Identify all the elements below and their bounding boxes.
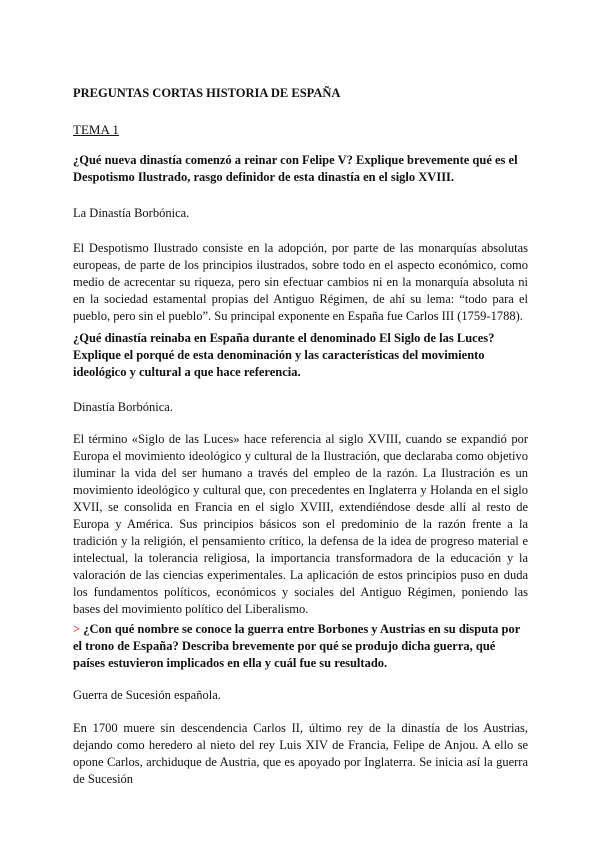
question-3 <box>73 621 528 672</box>
answer-3-body: En 1700 muere sin descendencia Carlos II, último rey de la dinastía de los Austrias, dejando como heredero al nieto del rey Luis XIV de Francia, Felipe de Anjou. A ello se opone Carlos, archiduque de Austria, que es apoyado por Inglaterra. Se inicia así la guerra de Sucesión <box>73 721 528 786</box>
answer-1-short: La Dinastía Borbónica. <box>73 206 190 220</box>
question-2: ¿Qué dinastía reinaba en España durante el denominado El Siglo de las Luces? Explique el porqué de esta denominación y las características del movimiento ideológico y cultural a que hace referencia. <box>73 331 495 379</box>
question-3-text: ¿Con qué nombre se conoce la guerra entre Borbones y Austrias en su disputa por el trono de España? Describa brevemente por qué se produjo dicha guerra, qué países estuvieron implicados en ella y cuál fue su resultado. <box>73 622 521 670</box>
question-1: ¿Qué nueva dinastía comenzó a reinar con Felipe V? Explique brevemente qué es el Despotismo Ilustrado, rasgo definidor de esta dinastía en el siglo XVIII. <box>73 153 518 184</box>
answer-1-body: El Despotismo Ilustrado consiste en la adopción, por parte de las monarquías absolutas europeas, de parte de los principios ilustrados, sobre todo en el aspecto económico, como medio de acrecentar su riqueza, pero sin efectuar cambios ni en la monarquía absoluta ni en la sociedad estamental propias del Antiguo Régimen, de ahí su lema: “todo para el pueblo, pero sin el pueblo”. Su principal exponente en España fue Carlos III (1759-1788). <box>73 241 528 323</box>
section-heading: TEMA 1 <box>73 122 119 137</box>
answer-2-body: El término «Siglo de las Luces» hace referencia al siglo XVIII, cuando se expandió por Europa el movimiento ideológico y cultural de la Ilustración, que declaraba como objetivo iluminar la vida del ser humano a través del empleo de la razón. La Ilustración es un movimiento ideológico y cultural que, con precedentes en Inglaterra y Holanda en el siglo XVII, se consolida en Francia en el siglo XVIII, extendiéndose desde allí al resto de Europa y América. Sus principios básicos son el predominio de la razón frente a la tradición y la religión, el pensamiento crítico, la defensa de la idea de progreso material e intelectual, la tolerancia religiosa, la importancia transformadora de la educación y la valoración de las ciencias experimentales. La aplicación de estos principios puso en duda los fundamentos políticos, económicos y sociales del Antiguo Régimen, poniendo las bases del movimiento político del Liberalismo. <box>73 432 528 616</box>
answer-2-short: Dinastía Borbónica. <box>73 400 173 414</box>
bullet-marker-icon: > <box>73 622 81 636</box>
answer-3-short: Guerra de Sucesión española. <box>73 688 221 702</box>
document-title: PREGUNTAS CORTAS HISTORIA DE ESPAÑA <box>73 86 341 100</box>
